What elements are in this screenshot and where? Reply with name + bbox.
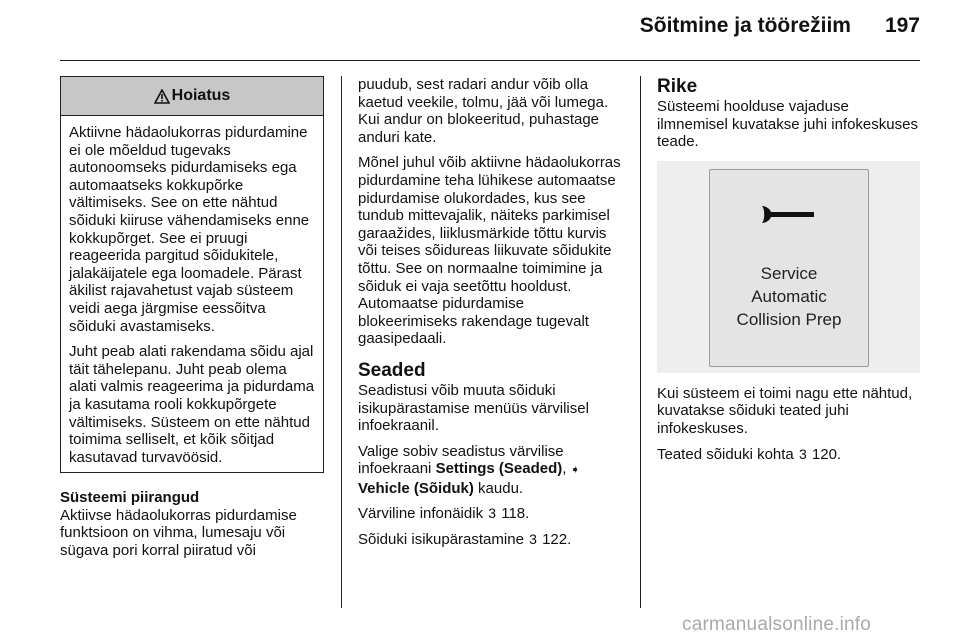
reference-text: Värviline infonäidik	[358, 505, 484, 523]
reference-page: 122.	[542, 531, 572, 549]
warning-header	[61, 77, 323, 116]
reference-page: 118.	[501, 505, 530, 523]
column-left	[60, 76, 324, 568]
settings-instructions	[358, 443, 626, 498]
cross-reference	[358, 505, 626, 523]
warning-body	[61, 116, 323, 472]
menu-vehicle-label: Vehicle (Sõiduk)	[358, 479, 474, 497]
warning-triangle-icon	[154, 89, 170, 104]
limits-heading: Süsteemi piirangud	[60, 489, 200, 507]
column-middle	[358, 76, 626, 557]
display-line: Service	[760, 263, 818, 283]
menu-settings-label: Settings (Seaded)	[435, 460, 563, 478]
warning-title: Hoiatus	[171, 87, 231, 105]
driver-info-display	[709, 169, 869, 367]
body-paragraph: Mõnel juhul võib aktiivne hädaolukorras pidurdamine teha lühikese automaatse pidurdamise olukordades, kus see tundub mittevajalik, näiteks parkimisel garaažides, liiklusmärkide tõttu kurvis või teises sõidureas liikuvate sõidukite tõttu. See on normaalne toimimine ja sõiduk ei vaja seetõttu hooldust. Automaatse pidurdamise blokeerimiseks rakendage tugevalt gaasipedaali.	[358, 154, 621, 348]
warning-paragraph: Aktiivne hädaolukorras pidurdamine ei ole mõeldud tugevaks autonoomseks pidurdamiseks ega automaatseks kokkupõrke vältimiseks. See on ette nähtud sõiduki kiiruse vähendamiseks enne kokkupõrget. See ei pruugi reageerida pargitud sõidukitele, jalakäijatele ega loomadele. Pärast äkilist rajavahetust vajab süsteem veidi aega järgmise eessõitva sõiduki avastamiseks.	[69, 124, 310, 335]
watermark: carmanualsonline.info	[682, 614, 872, 635]
page-reference-icon: 3	[798, 445, 807, 462]
body-paragraph: puudub, sest radari andur võib olla kaetud veekile, tolmu, jää või lumega. Kui andur on blokeeritud, puhastage anduri kate.	[358, 76, 609, 146]
service-message	[710, 262, 868, 331]
column-divider	[640, 76, 641, 608]
page-reference-icon: 3	[529, 531, 537, 548]
fault-heading: Rike	[657, 76, 698, 97]
menu-arrow-icon: ➧	[570, 464, 580, 477]
page-number: 197	[884, 14, 920, 37]
settings-paragraph: Seadistusi võib muuta sõiduki isikupärastamise menüüs värvilisel infoekraanil.	[358, 381, 589, 435]
cross-reference	[358, 531, 626, 549]
page-reference-icon: 3	[488, 505, 497, 522]
reference-page: 120.	[811, 445, 842, 463]
warning-box	[60, 76, 324, 473]
chapter-title: Sõitmine ja töörežiim	[639, 14, 851, 37]
column-divider	[341, 76, 342, 608]
instruction-text: kaudu.	[478, 479, 524, 497]
fault-paragraph: Kui süsteem ei toimi nagu ette nähtud, kuvatakse sõiduki teated juhi infokeskuses.	[657, 384, 913, 437]
reference-text: Sõiduki isikupärastamine	[358, 531, 524, 549]
column-right	[657, 76, 922, 471]
header-rule	[60, 60, 920, 61]
separator-text: ,	[562, 460, 567, 478]
reference-text: Teated sõiduki kohta	[657, 445, 794, 463]
cross-reference	[657, 446, 922, 464]
display-line: Automatic	[751, 286, 827, 306]
wrench-icon	[760, 204, 816, 224]
display-line: Collision Prep	[736, 309, 842, 329]
instruction-text: Valige sobiv seadistus värvilise infoekraani	[358, 442, 564, 478]
limits-text: Aktiivse hädaolukorras pidurdamise funktsioon on vihma, lumesaju või sügava pori korral piiratud või	[60, 506, 297, 560]
settings-heading: Seaded	[358, 359, 426, 381]
fault-paragraph: Süsteemi hoolduse vajaduse ilmnemisel kuvatakse juhi infokeskuses teade.	[657, 98, 918, 151]
warning-paragraph: Juht peab alati rakendama sõidu ajal täit tähelepanu. Juht peab olema alati valmis reageerima ja pidurdama ja kasutama rooli kokkupõrgete vältimiseks. Süsteem on ette nähtud toimima selliselt, et kõik sõitjad kasutavad turvavöösid.	[69, 343, 315, 466]
running-header	[560, 14, 920, 38]
service-message-figure	[657, 161, 920, 373]
